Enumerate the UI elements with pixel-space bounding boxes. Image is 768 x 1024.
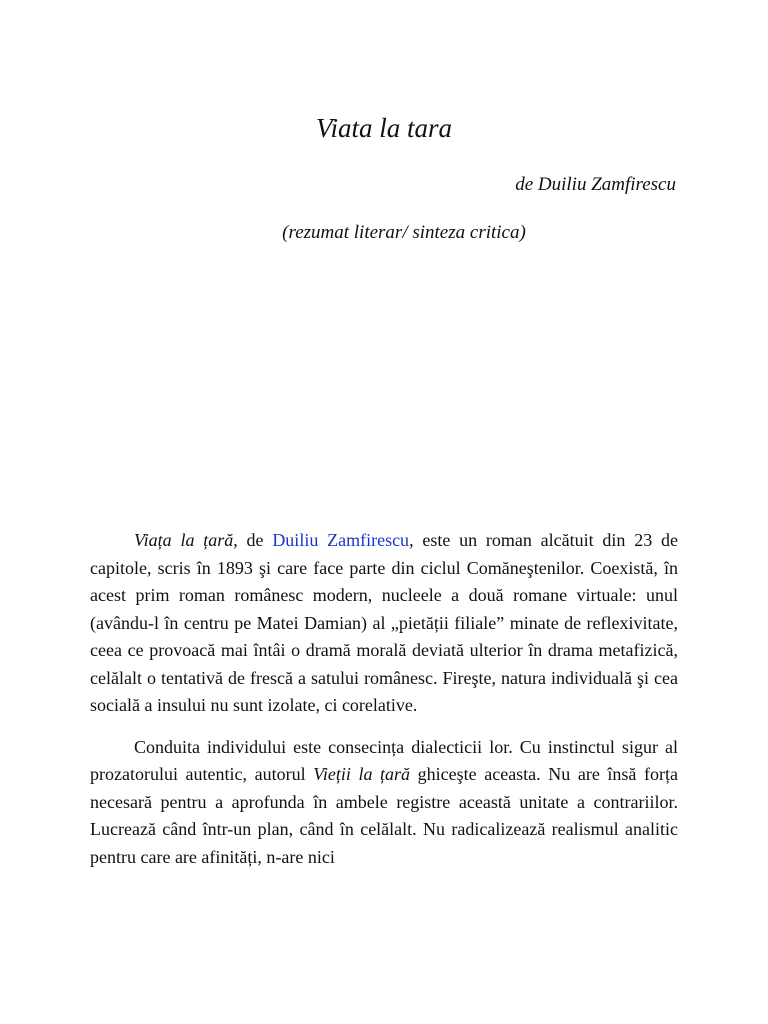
document-title: Viata la tara [315,113,452,143]
text-run: ghiceşte aceasta. Nu are însă forța necesară pentru a aprofunda în ambele registre această unitate a contrariilor. Lucrează când într-un plan, când în celălalt. Nu radicalizează realismul analitic pentru care are afinități, n-are nici [90,764,678,867]
text-run: Conduita individului este consecința dialecticii lor. Cu instinctul sigur al prozatorului autentic, autorul [90,736,678,784]
work-title: Viața la țară [134,530,234,550]
paragraph-1 [90,527,678,720]
paragraph-2 [90,734,678,872]
text-run: , este un roman alcătuit din 23 de capitole, scris în 1893 şi care face parte din ciclul Comăneştenilor. Coexistă, în acest prim roman românesc modern, nucleele a două romane virtuale: unul (avându-l în centru pe Matei Damian) al „pietății filiale” minate de reflexivitate, ceea ce provoacă mai întâi o dramă morală deviată ulterior în drama metafizică, celălalt o tentativă de frescă a satului românesc. Fireşte, natura individuală şi cea socială a insului nu sunt izolate, ci corelative. [90,530,678,715]
author-link[interactable]: Duiliu Zamfirescu [272,530,410,550]
text-run: , de [233,530,273,550]
document-body [90,527,678,885]
document-subtitle: (rezumat literar/ sinteza critica) [282,222,526,243]
author-line: de Duiliu Zamfirescu [515,174,676,195]
work-title: Vieții la țară [313,764,411,784]
